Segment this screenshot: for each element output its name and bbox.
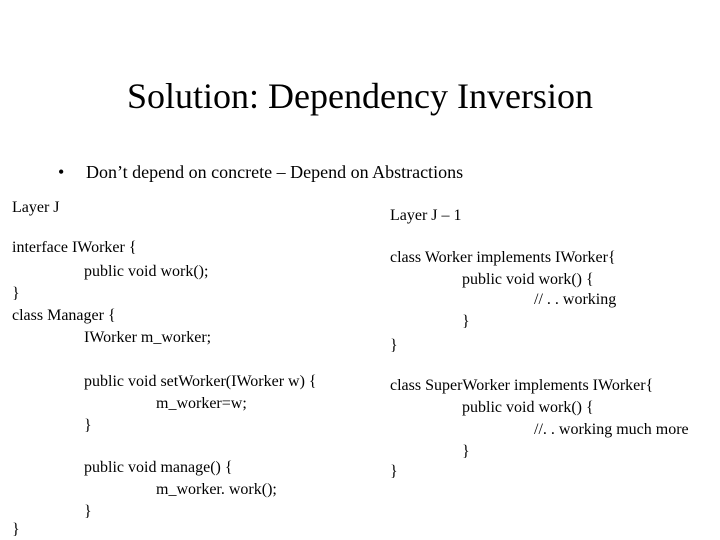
code-line: interface IWorker { xyxy=(12,239,137,256)
bullet-marker: • xyxy=(58,162,65,182)
code-line: } xyxy=(462,313,470,330)
code-line: } xyxy=(390,463,398,480)
code-line: } xyxy=(12,285,20,302)
slide-title: Solution: Dependency Inversion xyxy=(127,76,593,116)
code-line: public void setWorker(IWorker w) { xyxy=(84,373,317,390)
code-line: IWorker m_worker; xyxy=(84,329,212,346)
right-column-heading: Layer J – 1 xyxy=(390,207,462,224)
code-line: } xyxy=(84,417,92,434)
bullet-text: Don’t depend on concrete – Depend on Abstractions xyxy=(86,162,464,182)
code-line: public void work(); xyxy=(84,263,209,280)
code-line: //. . working much more xyxy=(534,421,689,438)
code-line: class SuperWorker implements IWorker{ xyxy=(390,377,654,394)
code-line: } xyxy=(390,337,398,354)
code-line: // . . working xyxy=(534,291,617,308)
bullet-item xyxy=(58,160,463,184)
code-line: m_worker. work(); xyxy=(156,481,277,498)
code-line: public void work() { xyxy=(462,271,594,288)
left-column-heading: Layer J xyxy=(12,199,60,216)
code-line: } xyxy=(462,443,470,460)
code-line: } xyxy=(84,503,92,520)
code-line: class Worker implements IWorker{ xyxy=(390,249,616,266)
code-line: public void work() { xyxy=(462,399,594,416)
code-line: m_worker=w; xyxy=(156,395,247,412)
code-line: class Manager { xyxy=(12,307,116,324)
code-line: } xyxy=(12,521,20,538)
code-line: public void manage() { xyxy=(84,459,233,476)
